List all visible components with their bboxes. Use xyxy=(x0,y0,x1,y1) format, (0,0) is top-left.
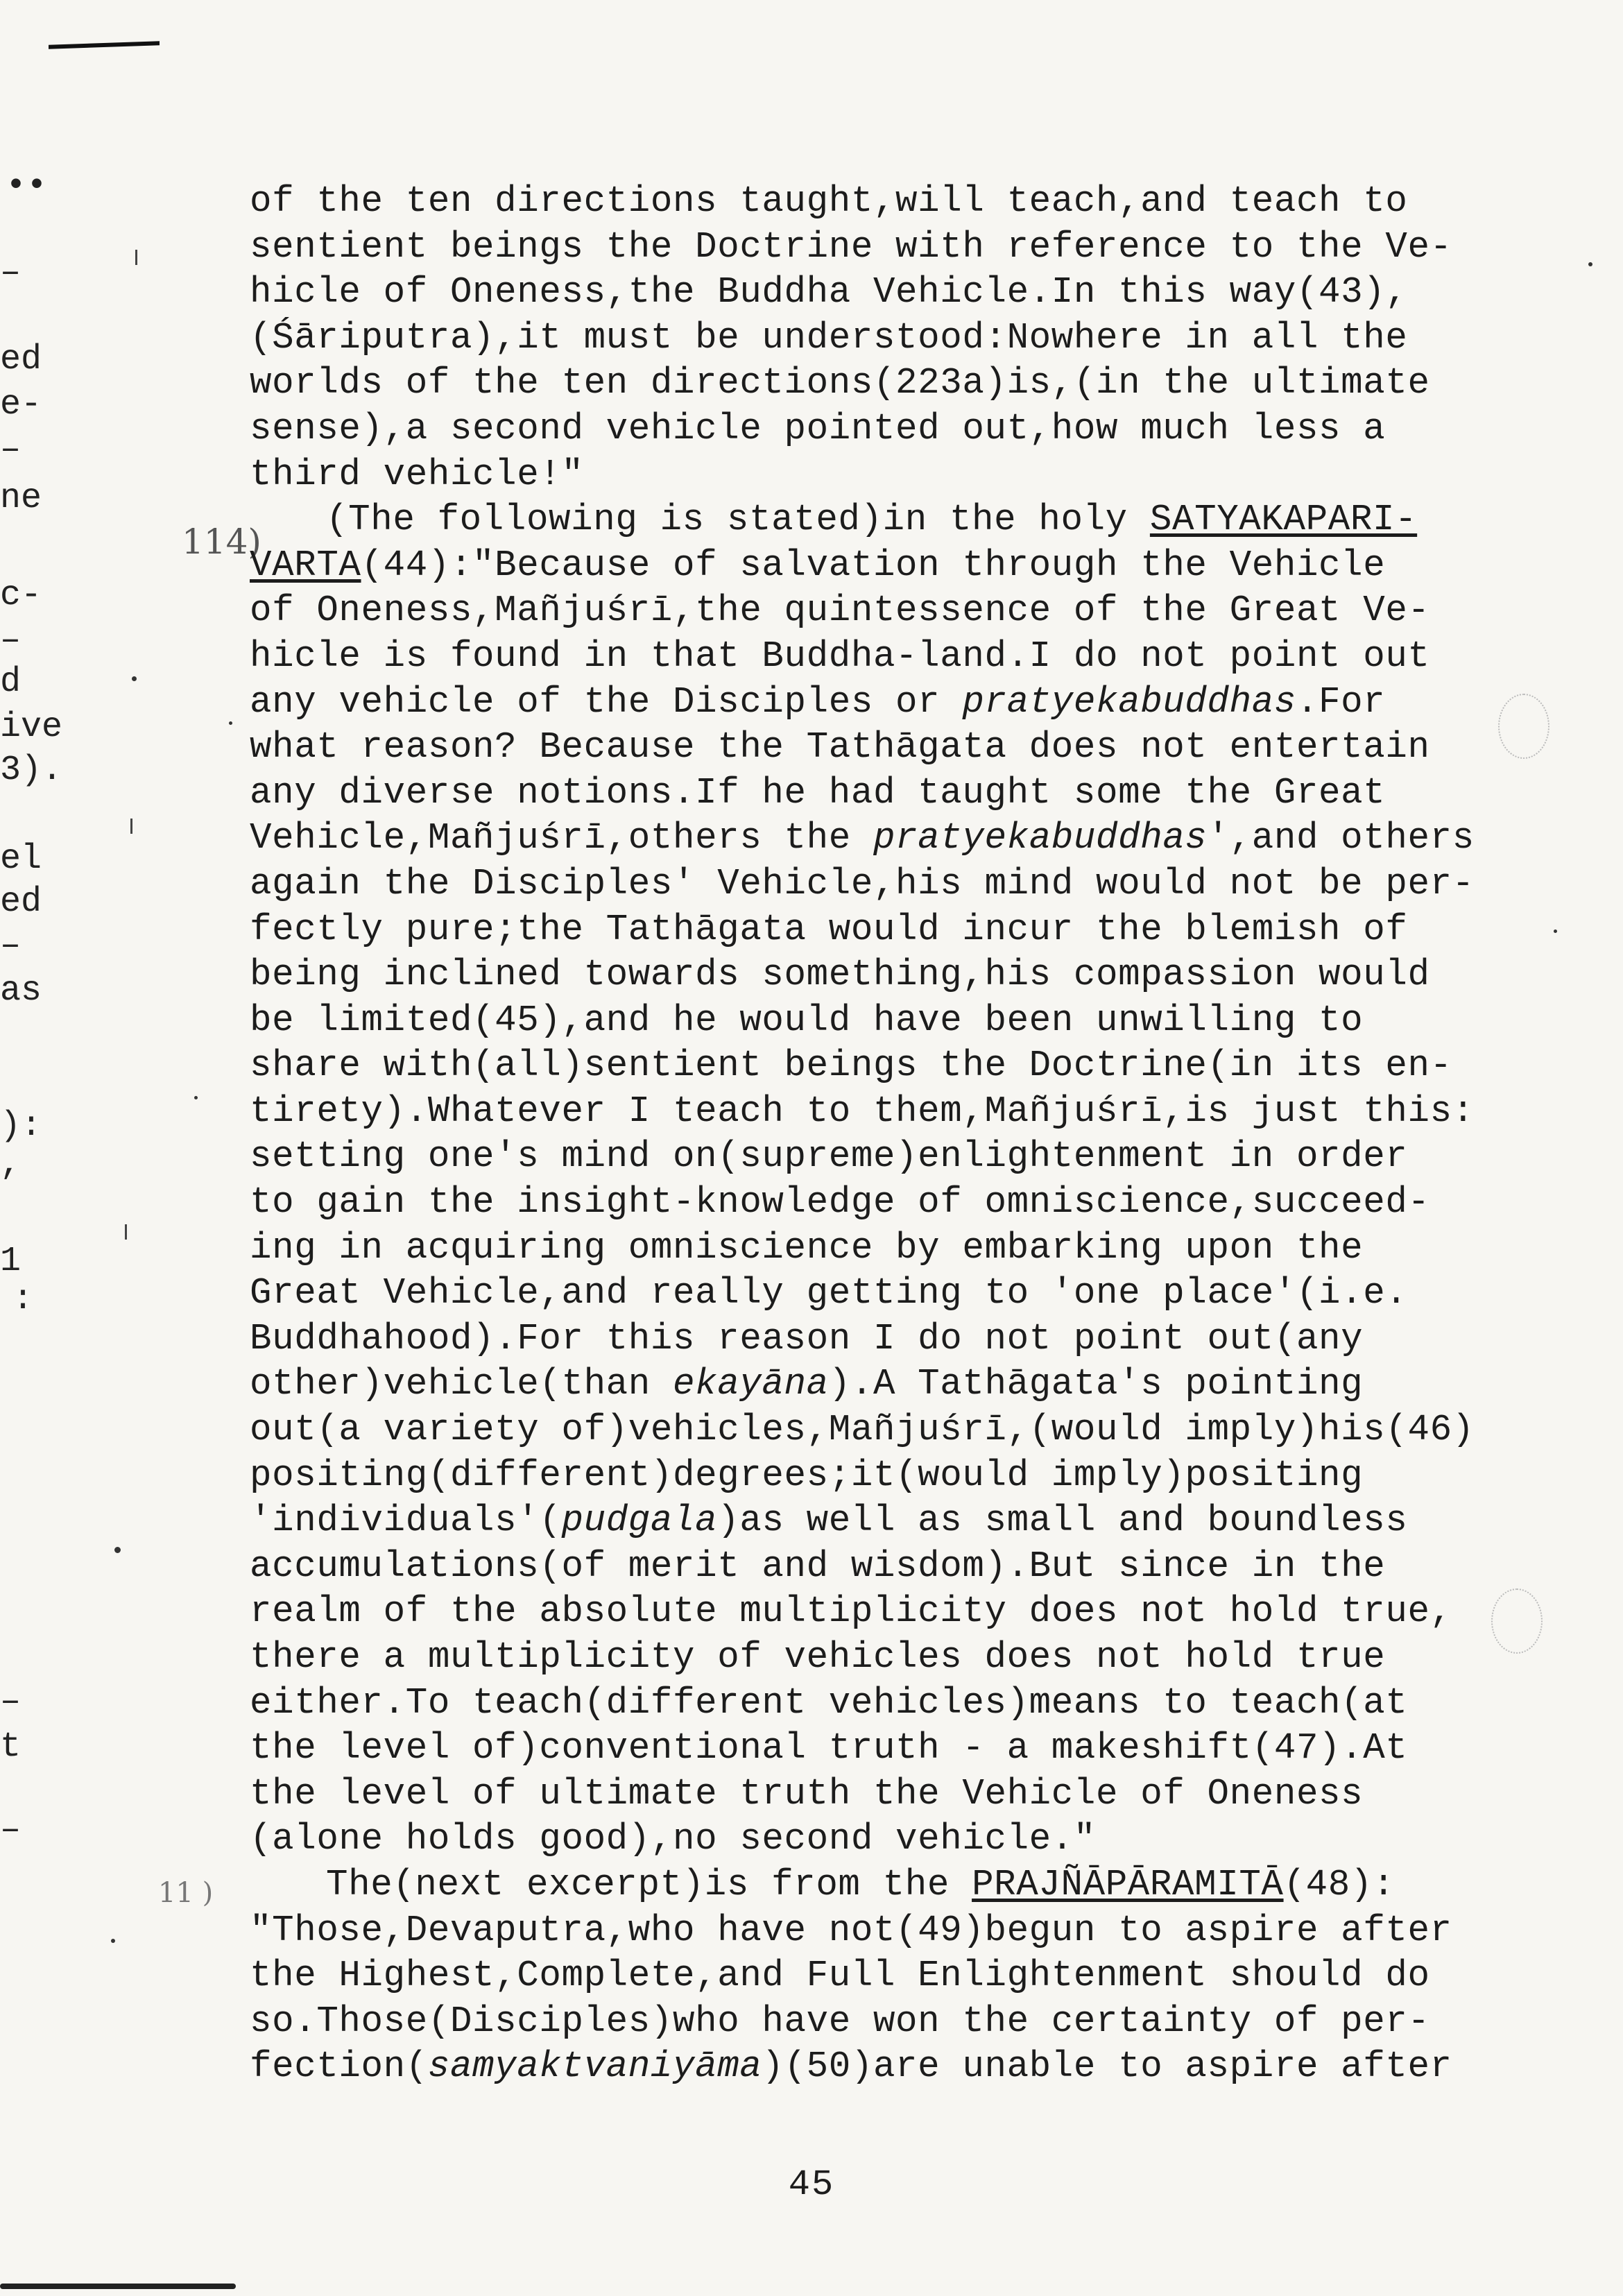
text-line: (Śāriputra),it must be understood:Nowhere in all the xyxy=(250,316,1408,359)
text-line: so.Those(Disciples)who have won the certainty of per- xyxy=(250,2000,1430,2042)
margin-fragment: – xyxy=(0,430,22,470)
margin-fragment: – xyxy=(0,926,22,966)
margin-fragment: d xyxy=(0,662,22,702)
text-segment: fection( xyxy=(250,2046,428,2088)
text-line: ing in acquiring omniscience by embarking upon the xyxy=(250,1226,1364,1269)
paragraph-lead xyxy=(250,1862,1512,1908)
text-line: of the ten directions taught,will teach,and teach to xyxy=(250,180,1408,222)
text-segment: .For xyxy=(1296,680,1386,723)
body-text xyxy=(250,179,1512,2090)
text-line: worlds of the ten directions(223a)is,(in the ultimate xyxy=(250,362,1430,404)
text-line: the level of ultimate truth the Vehicle of Oneness xyxy=(250,1772,1364,1815)
text-line: share with(all)sentient beings the Doctrine(in its en- xyxy=(250,1045,1452,1087)
page-number: 45 xyxy=(788,2164,835,2205)
text-line: the level of)conventional truth - a makeshift(47).At xyxy=(250,1727,1408,1770)
text-line: accumulations(of merit and wisdom).But since in the xyxy=(250,1545,1386,1587)
margin-fragment: : xyxy=(12,1280,34,1319)
margin-fragment: el xyxy=(0,839,42,879)
handwritten-note: 114) xyxy=(182,522,261,562)
text-line: fectly pure;the Tathāgata would incur the blemish of xyxy=(250,908,1408,950)
stray-speck xyxy=(132,676,137,681)
margin-fragment: ed xyxy=(0,340,42,379)
text-line: of Oneness,Mañjuśrī,the quintessence of the Great Ve- xyxy=(250,590,1430,632)
text-line: any diverse notions.If he had taught some the Great xyxy=(250,771,1386,814)
paragraph-lead xyxy=(250,497,1512,543)
text-line: be limited(45),and he would have been unwilling to xyxy=(250,999,1364,1041)
stray-mark xyxy=(130,819,132,834)
margin-fragment: ive xyxy=(0,708,63,747)
text-line: sentient beings the Doctrine with reference to the Ve- xyxy=(250,225,1452,268)
text-segment: 'individuals'( xyxy=(250,1500,562,1542)
stray-speck xyxy=(1554,929,1557,933)
text-line xyxy=(250,543,1512,589)
text-line: to gain the insight-knowledge of omniscience,succeed- xyxy=(250,1181,1430,1224)
text-line: Great Vehicle,and really getting to 'one place'(i.e. xyxy=(250,1272,1408,1314)
margin-fragment: e- xyxy=(0,385,42,425)
text-line: being inclined towards something,his compassion would xyxy=(250,954,1430,996)
text-line xyxy=(250,1498,1512,1544)
text-segment: other)vehicle(than xyxy=(250,1363,673,1405)
stray-speck xyxy=(194,1096,198,1099)
margin-fragment: – xyxy=(0,621,22,660)
scan-mark-bottom xyxy=(0,2284,236,2289)
stray-speck xyxy=(114,1547,121,1553)
text-line xyxy=(250,1362,1512,1407)
text-line: out(a variety of)vehicles,Mañjuśrī,(would imply)his(46) xyxy=(250,1409,1475,1451)
text-segment: )(50)are unable to aspire after xyxy=(762,2046,1452,2088)
text-line: the Highest,Complete,and Full Enlightenment should do xyxy=(250,1955,1430,1997)
handwritten-note: 11 ) xyxy=(158,1877,214,1909)
italic-term: pratyekabuddhas xyxy=(962,680,1296,723)
text-line: "Those,Devaputra,who have not(49)begun to aspire after xyxy=(250,1909,1452,1951)
margin-fragment: •• xyxy=(6,166,48,206)
text-line xyxy=(250,2044,1512,2090)
text-segment: )as well as small and boundless xyxy=(717,1500,1408,1542)
text-segment: (48): xyxy=(1283,1863,1396,1905)
stray-speck xyxy=(111,1939,115,1943)
text-line: hicle of Oneness,the Buddha Vehicle.In this way(43), xyxy=(250,271,1408,314)
work-title: SATYAKAPARI- xyxy=(1149,499,1418,541)
margin-fragment: , xyxy=(0,1145,22,1184)
lead-text: (The following is stated)in the holy xyxy=(326,499,1150,541)
work-title: VARTA xyxy=(250,544,361,586)
text-line: Buddhahood).For this reason I do not point out(any xyxy=(250,1317,1364,1360)
text-line: there a multiplicity of vehicles does not hold true xyxy=(250,1636,1386,1678)
margin-fragment: – xyxy=(0,1810,22,1850)
text-line: sense),a second vehicle pointed out,how much less a xyxy=(250,407,1386,449)
margin-fragment: ): xyxy=(0,1106,42,1146)
scan-mark-top xyxy=(49,41,160,49)
text-line: realm of the absolute multiplicity does not hold true, xyxy=(250,1591,1452,1633)
text-line: either.To teach(different vehicles)means to teach(at xyxy=(250,1681,1408,1724)
italic-term: pratyekabuddhas xyxy=(873,817,1208,859)
margin-fragment: 3). xyxy=(0,751,63,790)
text-line: positing(different)degrees;it(would imply)positing xyxy=(250,1454,1364,1496)
text-line xyxy=(250,816,1512,862)
text-segment: ).A Tathāgata's pointing xyxy=(828,1363,1364,1405)
text-segment: (44):"Because of salvation through the Vehicle xyxy=(361,544,1386,586)
italic-term: samyaktvaniyāma xyxy=(427,2046,762,2088)
margin-fragment: c- xyxy=(0,576,42,615)
text-line: again the Disciples' Vehicle,his mind would not be per- xyxy=(250,862,1475,905)
margin-fragment: ed xyxy=(0,882,42,922)
lead-text: The(next excerpt)is from the xyxy=(326,1863,972,1905)
text-line: tirety).Whatever I teach to them,Mañjuśrī,is just this: xyxy=(250,1090,1475,1132)
margin-fragment: ne xyxy=(0,479,42,518)
text-segment: any vehicle of the Disciples or xyxy=(250,680,963,723)
work-title: PRAJÑĀPĀRAMITĀ xyxy=(972,1863,1284,1905)
margin-fragment: as xyxy=(0,971,42,1011)
text-segment: ',and others xyxy=(1207,817,1475,859)
margin-fragment: – xyxy=(0,253,22,293)
margin-fragment: – xyxy=(0,1682,22,1722)
text-line xyxy=(250,680,1512,726)
italic-term: pudgala xyxy=(561,1500,718,1542)
italic-term: ekayāna xyxy=(673,1363,829,1405)
stray-speck xyxy=(1588,262,1592,266)
text-line: hicle is found in that Buddha-land.I do not point out xyxy=(250,635,1430,677)
stray-mark xyxy=(125,1224,127,1240)
text-line: setting one's mind on(supreme)enlightenment in order xyxy=(250,1136,1408,1178)
text-line: what reason? Because the Tathāgata does not entertain xyxy=(250,726,1430,769)
stray-mark xyxy=(135,250,137,265)
margin-fragment: 1 xyxy=(0,1242,22,1281)
text-segment: Vehicle,Mañjuśrī,others the xyxy=(250,817,873,859)
stray-speck xyxy=(229,721,232,725)
margin-fragment: t xyxy=(0,1727,22,1767)
text-line: third vehicle!" xyxy=(250,453,584,495)
text-line: (alone holds good),no second vehicle." xyxy=(250,1818,1096,1860)
